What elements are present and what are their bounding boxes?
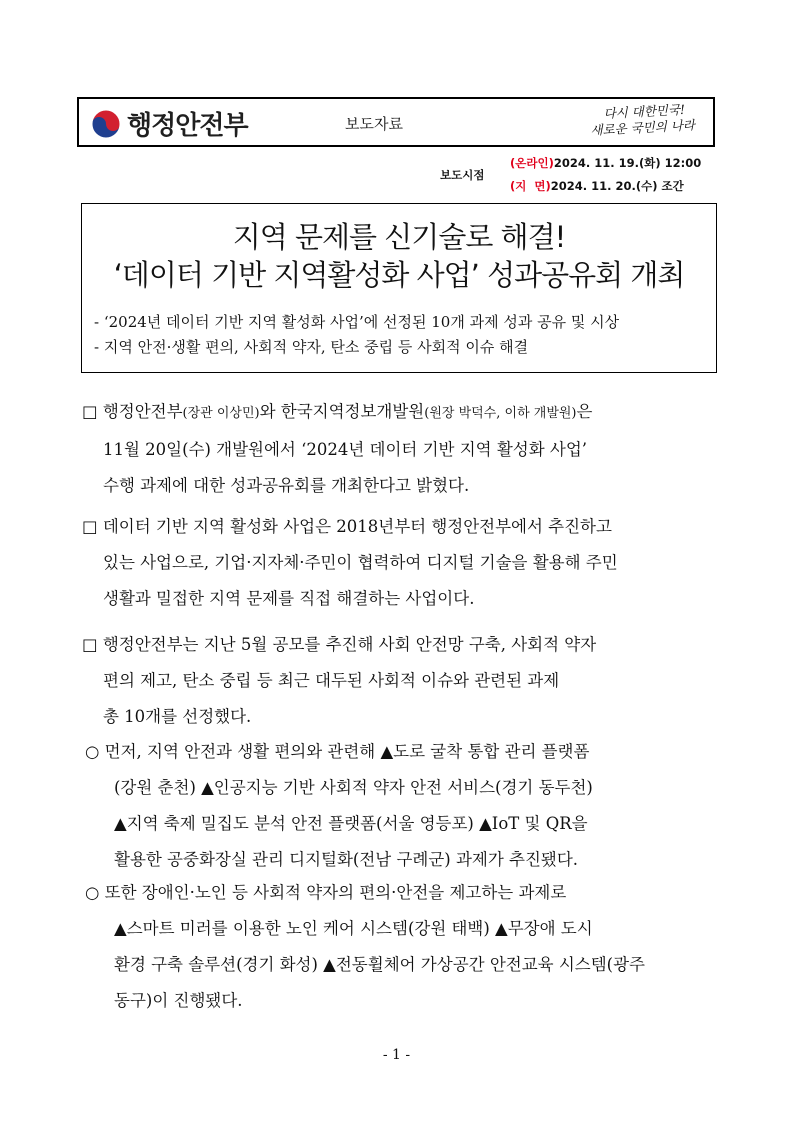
paragraph-3-line-2: 편의 제고, 탄소 중립 등 최근 대두된 사회적 이슈와 관련된 과제 bbox=[103, 671, 560, 690]
title-box bbox=[81, 203, 717, 373]
ministry-name: 행정안전부 bbox=[127, 111, 248, 141]
paragraph-5-line-2: ▲스마트 미러를 이용한 노인 케어 시스템(강원 태백) ▲무장애 도시 bbox=[114, 919, 593, 938]
print-time: 2024. 11. 20.(수) 조간 bbox=[550, 179, 684, 193]
taegeuk-emblem-icon bbox=[91, 109, 121, 139]
paragraph-5-line-4: 동구)이 진행됐다. bbox=[114, 991, 243, 1010]
page-number: - 1 - bbox=[382, 1047, 411, 1063]
paragraph-4-line-2: (강원 춘천) ▲인공지능 기반 사회적 약자 안전 서비스(경기 동두천) bbox=[114, 778, 593, 797]
paragraph-4-line-4: 활용한 공중화장실 관리 디지털화(전남 구례군) 과제가 추진됐다. bbox=[114, 850, 579, 869]
slogan-line-1: 다시 대한민국! bbox=[603, 101, 686, 122]
paragraph-1-line-2: 11월 20일(수) 개발원에서 ‘2024년 데이터 기반 지역 활성화 사업’ bbox=[103, 440, 588, 459]
subheading-2: - 지역 안전·생활 편의, 사회적 약자, 탄소 중립 등 사회적 이슈 해결 bbox=[94, 338, 529, 356]
paragraph-1 bbox=[82, 394, 722, 504]
online-tag: (온라인) bbox=[510, 156, 554, 170]
paragraph-5-line-1: ○ 또한 장애인·노인 등 사회적 약자의 편의·안전을 제고하는 과제로 bbox=[85, 883, 567, 902]
paragraph-3-line-3: 총 10개를 선정했다. bbox=[103, 707, 252, 726]
headline-line-2: ‘데이터 기반 지역활성화 사업’ 성과공유회 개최 bbox=[113, 258, 685, 292]
p1-text-a: □ 행정안전부 bbox=[82, 402, 183, 421]
press-release-label: 보도자료 bbox=[345, 115, 403, 133]
paragraph-5-line-3: 환경 구축 솔루션(경기 화성) ▲전동휠체어 가상공간 안전교육 시스템(광주 bbox=[114, 955, 645, 974]
online-time: 2024. 11. 19.(화) 12:00 bbox=[553, 156, 702, 170]
paragraph-1-line-3: 수행 과제에 대한 성과공유회를 개최한다고 밝혔다. bbox=[103, 476, 470, 495]
paragraph-5 bbox=[85, 875, 725, 1019]
paragraph-4-line-1: ○ 먼저, 지역 안전과 생활 편의와 관련해 ▲도로 굴착 통합 관리 플랫폼 bbox=[85, 742, 590, 761]
release-time-label: 보도시점 bbox=[440, 168, 485, 182]
slogan bbox=[590, 101, 696, 138]
paragraph-2-line-1: □ 데이터 기반 지역 활성화 사업은 2018년부터 행정안전부에서 추진하고 bbox=[82, 517, 612, 536]
paragraph-3-line-1: □ 행정안전부는 지난 5월 공모를 추진해 사회 안전망 구축, 사회적 약자 bbox=[82, 635, 597, 654]
paragraph-2-line-3: 생활과 밀접한 지역 문제를 직접 해결하는 사업이다. bbox=[103, 589, 475, 608]
paragraph-2 bbox=[82, 509, 722, 617]
p1-text-e: 은 bbox=[576, 402, 593, 421]
headline-line-1: 지역 문제를 신기술로 해결! bbox=[232, 220, 566, 254]
paragraph-1-line-1 bbox=[82, 394, 722, 432]
paragraph-2-line-2: 있는 사업으로, 기업·지자체·주민이 협력하여 디지털 기술을 활용해 주민 bbox=[103, 553, 618, 572]
header-box bbox=[77, 97, 715, 147]
print-tag: (지 면) bbox=[510, 179, 551, 193]
ministry-logo bbox=[91, 105, 248, 142]
paragraph-4-line-3: ▲지역 축제 밀집도 분석 안전 플랫폼(서울 영등포) ▲IoT 및 QR을 bbox=[114, 814, 588, 833]
paragraph-4 bbox=[85, 734, 725, 878]
paragraph-3 bbox=[82, 627, 722, 735]
p1-text-b: (장관 이상민) bbox=[182, 406, 260, 421]
slogan-line-2: 새로운 국민의 나라 bbox=[590, 117, 696, 138]
release-print bbox=[510, 178, 684, 194]
subheading-1: - ‘2024년 데이터 기반 지역 활성화 사업’에 선정된 10개 과제 성과 공유 및 시상 bbox=[94, 313, 620, 331]
p1-text-d: (원장 박덕수, 이하 개발원) bbox=[424, 406, 577, 421]
release-online bbox=[510, 155, 701, 171]
p1-text-c: 와 한국지역정보개발원 bbox=[259, 402, 425, 421]
subheadings bbox=[82, 310, 716, 360]
